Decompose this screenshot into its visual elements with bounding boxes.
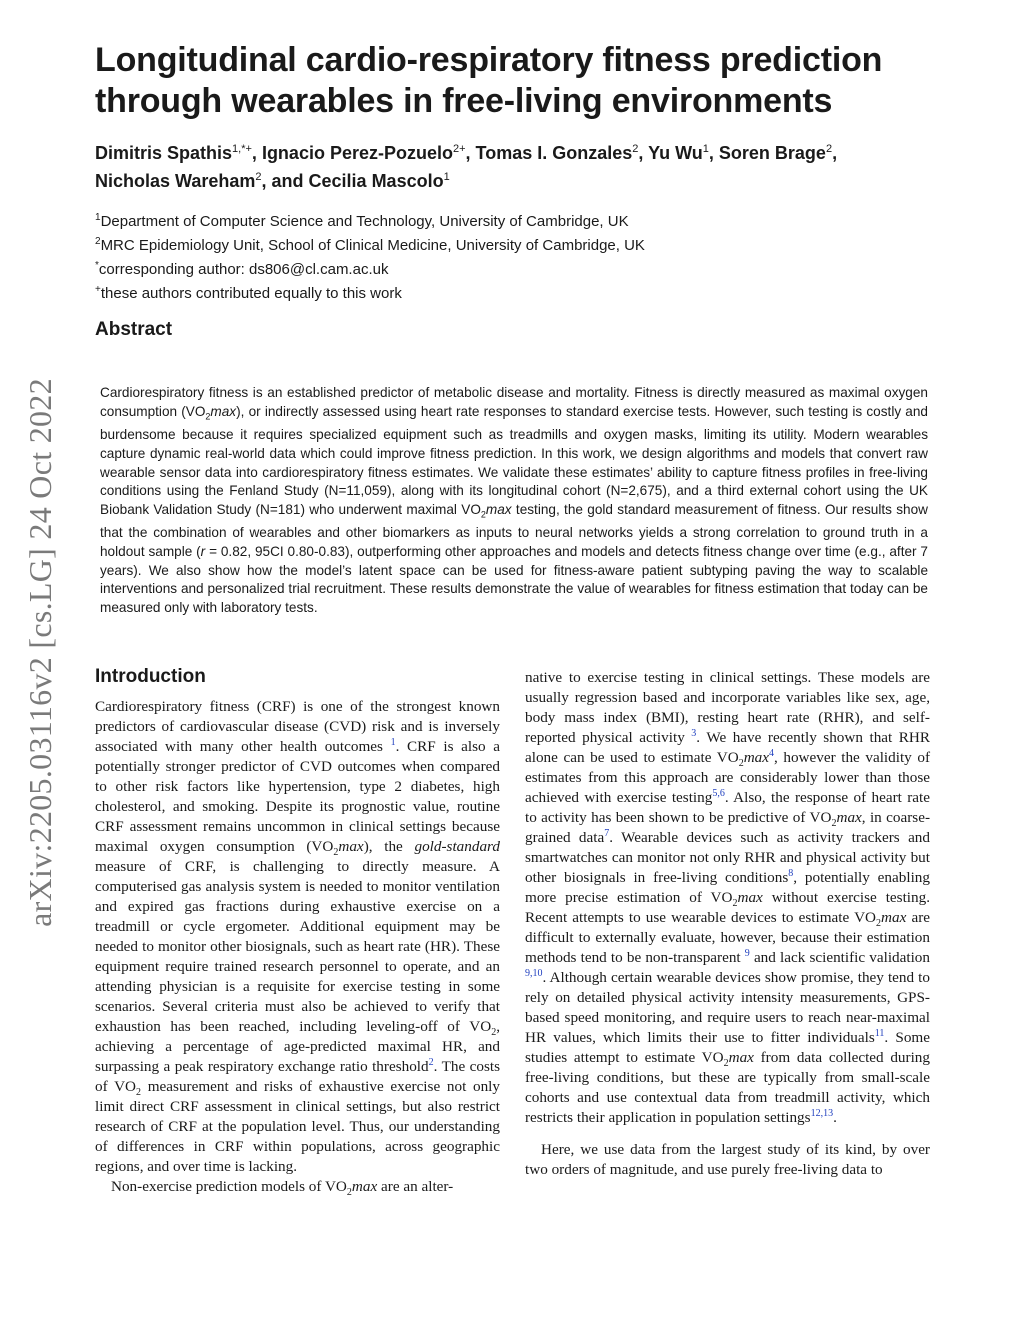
author-affiliation-mark: 2 [632, 143, 639, 155]
author-separator: , [251, 143, 262, 163]
author-name: Yu Wu [648, 143, 703, 163]
affiliation-line [95, 232, 955, 256]
author-separator: , [465, 143, 476, 163]
introduction-heading: Introduction [95, 666, 206, 687]
affiliation-text: these authors contributed equally to this work [100, 285, 402, 302]
arxiv-identifier-stamp [10, 352, 70, 952]
author-separator: , and [261, 171, 309, 191]
affiliation-line [95, 256, 955, 280]
affiliation-text: Department of Computer Science and Technology, University of Cambridge, UK [100, 213, 629, 230]
affiliation-mark: 2 [95, 236, 101, 247]
affiliation-text: MRC Epidemiology Unit, School of Clinical Medicine, University of Cambridge, UK [100, 237, 645, 254]
author-affiliation-mark: 1,*+ [232, 143, 252, 155]
introduction-right-column [525, 668, 930, 1180]
intro-paragraph-1: Cardiorespiratory fitness (CRF) is one of the strongest known predictors of cardiovascular disease (CVD) risk and is inversely associated with many other health outcomes $^1$. CRF is also a potentially stronger predictor of CVD outcomes when compared to other risk factors like hypertension, type 2 diabetes, high cholesterol, and smoking. Despite its prognostic value, routine CRF assessment remains uncommon in clinical settings because maximal oxygen consumption $(VO_2\max)$, the gold-standard measure of CRF, is challenging to directly measure. A computerised gas analysis system is needed to monitor ventilation and expired gas fractions during exhaustive exercise on a treadmill or cycle ergometer. Additional equipment may be needed to monitor other biosignals, such as heart rate (HR). These equipment require trained research personnel to operate, and an attending physician is a requisite for exercise testing in some scenarios. Several criteria must also be achieved to verify that exhaustion has been reached, including leveling-off of $VO_2$, achieving a percentage of age-predicted maximal HR, and surpassing a peak respiratory exchange ratio threshold$^2$. The costs of $VO_2$ measurement and risks of exhaustive exercise not only limit direct CRF assessment in clinical settings, but also restrict research of CRF at the population level. Thus, our understanding of differences in CRF within populations, across geographic regions, and over time is lacking. [95, 698, 501, 1175]
affiliation-mark: + [95, 284, 101, 295]
author-affiliation-mark: 1 [443, 171, 450, 183]
author-separator: , [708, 143, 719, 163]
author-list [95, 137, 955, 193]
author-name: Dimitris Spathis [95, 143, 233, 163]
author-affiliation-mark: 2 [825, 143, 833, 155]
affiliation-line [95, 208, 955, 232]
intro-paragraph-2-start: Non-exercise prediction models of $VO_2\max$ are an alter- [111, 1178, 454, 1199]
affiliation-mark: 1 [95, 212, 101, 223]
affiliation-mark: * [95, 260, 99, 271]
arxiv-identifier-text: arXiv:2205.03116v2 [cs.LG] 24 Oct 2022 [21, 377, 58, 927]
intro-paragraph-2-continued: native to exercise testing in clinical settings. These models are usually regression based and incorporate variables like sex, age, body mass index (BMI), resting heart rate (RHR), and self-reported physical activity $^3$. We have recently shown that RHR alone can be used to estimate $VO_2\max^4$, however the validity of estimates from this approach are considerably lower than those achieved with exercise testing$^{5,6}$. Also, the response of heart rate to activity has been shown to be predictive of $VO_2\max$, in coarse-grained data$^7$. Wearable devices such as activity trackers and smartwatches can monitor not only RHR and physical activity but other biosignals in free-living conditions$^8$, potentially enabling more precise estimation of $VO_2\max$ without exercise testing. Recent attempts to use wearable devices to estimate $VO_2\max$ are difficult to externally evaluate, however, because their estimation methods tend to be non-transparent $^9$ and lack scientific validation $^{9,10}$. Although certain wearable devices show promise, they tend to rely on detailed physical activity intensity measurements, GPS-based speed monitoring, and require users to reach near-maximal HR values, which limits their use to fitter individuals$^{11}$. Some studies attempt to estimate $VO_2\max$ from data collected during free-living conditions, but these are typically from small-scale cohorts and use contextual data from treadmill activity, which restricts their application in population settings$^{12,13}$. [525, 669, 931, 1126]
author-name: Cecilia Mascolo [308, 171, 444, 191]
author-separator: , [832, 143, 838, 163]
author-name: Nicholas Wareham [95, 171, 256, 191]
abstract-heading: Abstract [95, 319, 173, 340]
affiliation-text: corresponding author: ds806@cl.cam.ac.uk [98, 261, 389, 278]
author-affiliation-mark: 2 [255, 171, 262, 183]
author-separator: , [638, 143, 649, 163]
paper-title: Longitudinal cardio-respiratory fitness prediction through wearables in free-living environments [95, 41, 883, 120]
author-name: Ignacio Perez-Pozuelo [261, 143, 453, 163]
author-name: Soren Brage [718, 143, 826, 163]
author-affiliation-mark: 1 [702, 143, 709, 155]
abstract-text: Cardiorespiratory fitness is an established predictor of metabolic disease and mortality. Fitness is directly measured as maximal oxygen consumption $(VO_2\max)$, or indirectly assessed using heart rate responses to standard exercise tests. However, such testing is costly and burdensome because it requires specialized equipment such as treadmills and oxygen masks, limiting its utility. Modern wearables capture dynamic real-world data which could improve fitness prediction. In this work, we design algorithms and models that convert raw wearable sensor data into cardiorespiratory fitness estimates. We validate these estimates’ ability to capture fitness profiles in free-living conditions using the Fenland Study (N=11,059), along with its longitudinal cohort (N=2,675), and a third external cohort using the UK Biobank Validation Study (N=181) who underwent maximal $VO_2\max$ testing, the gold standard measurement of fitness. Our results show that the combination of wearables and other biomarkers as inputs to neural networks yields a strong correlation to ground truth in a holdout sample (r = 0.82, 95CI 0.80-0.83), outperforming other approaches and models and detects fitness change over time (e.g., after 7 years). We also show how the model’s latent space can be used for fitness-aware patient subtyping paving the way to scalable interventions and personalized trial recruitment. These results demonstrate the value of wearables for fitness estimation that today can be measured only with laboratory tests. [100, 385, 928, 616]
affiliations-block [95, 208, 955, 304]
author-affiliation-mark: 2+ [452, 143, 466, 155]
affiliation-line [95, 280, 955, 304]
intro-paragraph-3: Here, we use data from the largest study of its kind, by over two orders of magnitude, and use purely free-living data to [525, 1141, 930, 1178]
introduction-left-column [95, 697, 500, 1197]
author-name: Tomas I. Gonzales [475, 143, 633, 163]
